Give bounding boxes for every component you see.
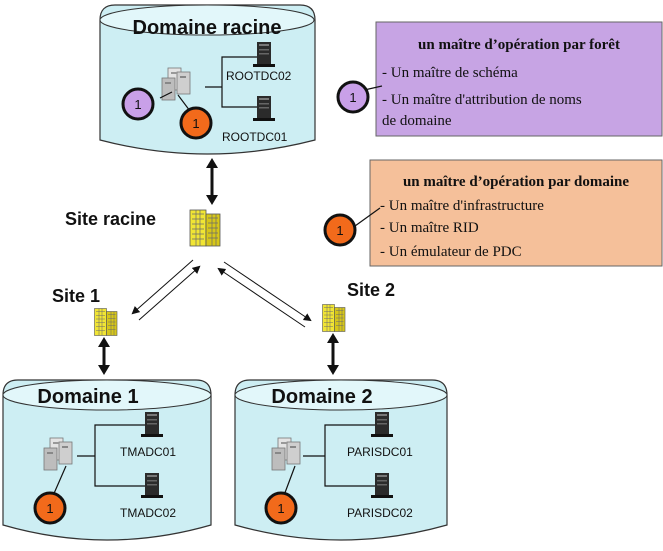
site1-building-icon xyxy=(95,309,118,336)
tmadc01-label: TMADC01 xyxy=(120,445,177,459)
domain-orange-badge xyxy=(325,215,355,245)
root-purple-badge xyxy=(123,89,153,119)
rootdc02-label: ROOTDC02 xyxy=(226,69,292,83)
svg-text:1: 1 xyxy=(336,223,344,238)
domain-box-line2: - Un maître RID xyxy=(380,220,479,236)
forest-box-line1: - Un maître de schéma xyxy=(382,65,518,81)
domain2-orange-badge xyxy=(266,493,296,523)
root-orange-badge xyxy=(181,108,211,138)
domain1-orange-badge xyxy=(35,493,65,523)
svg-text:1: 1 xyxy=(277,501,285,516)
replication-link-site2 xyxy=(219,262,310,327)
svg-text:1: 1 xyxy=(134,97,142,112)
rootdc01-label: ROOTDC01 xyxy=(222,130,288,144)
parisdc02-label: PARISDC02 xyxy=(347,506,413,520)
forest-box-title: un maître d’opération par forêt xyxy=(418,37,620,53)
tmadc02-label: TMADC02 xyxy=(120,506,177,520)
domain2-title: Domaine 2 xyxy=(271,386,373,408)
forest-box-line2: - Un maître d'attribution de noms xyxy=(382,92,582,108)
domain-box-line1: - Un maître d'infrastructure xyxy=(380,198,544,214)
site1-label: Site 1 xyxy=(52,286,101,306)
forest-purple-badge xyxy=(338,82,368,112)
domain-box-title: un maître d’opération par domaine xyxy=(402,174,630,190)
forest-box-line3: de domaine xyxy=(382,113,452,129)
replication-link-site1 xyxy=(133,260,199,320)
site2-building-icon xyxy=(323,305,346,332)
svg-text:1: 1 xyxy=(192,116,200,131)
site2-label: Site 2 xyxy=(347,280,396,300)
parisdc01-label: PARISDC01 xyxy=(347,445,413,459)
root-site-label: Site racine xyxy=(65,209,157,229)
svg-text:1: 1 xyxy=(46,501,54,516)
root-domain-title: Domaine racine xyxy=(132,17,282,39)
svg-text:1: 1 xyxy=(349,90,357,105)
domain-box-line3: - Un émulateur de PDC xyxy=(380,244,522,260)
domain1-title: Domaine 1 xyxy=(37,386,139,408)
root-site-building-icon xyxy=(190,210,220,246)
